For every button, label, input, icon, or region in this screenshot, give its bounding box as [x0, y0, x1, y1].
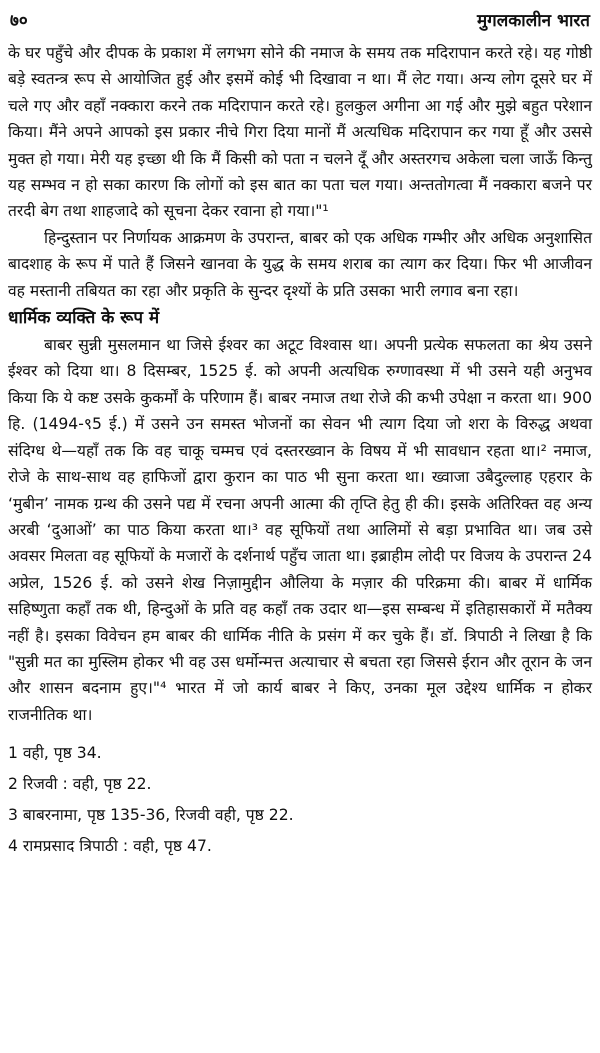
footnote-4: 4 रामप्रसाद त्रिपाठी : वही, पृष्ठ 47.	[8, 837, 212, 856]
footnote-1: 1 वही, पृष्ठ 34.	[8, 744, 102, 763]
paragraph-religious-person: बाबर सुन्नी मुसलमान था जिसे ईश्वर का अटूट विश्वास था। अपनी प्रत्येक सफलता का श्रेय उसने ईश्वर को दिया था। 8 दिसम्बर, 1525 ई. को अपनी अत्यधिक रुग्णावस्था में भी उसने यही अनुभव किया कि ये कष्ट उसके कुकर्मों के परिणाम हैं। बाबर नमाज तथा रोजे की कभी उपेक्षा न करता था। 900 हि. (1494-९5 ई.) में उसने उन समस्त भोजनों का सेवन भी त्याग दिया जो शरा के विरुद्ध अथवा संदिग्ध थे—यहाँ तक कि वह चाकू चम्मच एवं दस्तरख्वान के विषय में भी सावधान रहता था।² नमाज, रोजे के साथ-साथ वह हाफिजों द्वारा कुरान का पाठ भी सुना करता था। ख्वाजा उबैदुल्लाह एहरार के ‘मुबीन’ नामक ग्रन्थ की उसने पद्य में रचना अपनी आत्मा की तृप्ति हेतु ही की। इसके अतिरिक्त वह अन्य अरबी ‘दुआओं’ का पाठ किया करता था।³ वह सूफियों तथा आलिमों से बड़ा प्रभावित था। जब उसे अवसर मिलता वह सूफियों के मजारों के दर्शनार्थ पहुँच जाता था। इब्राहीम लोदी पर विजय के उपरान्त 24 अप्रेल, 1526 ई. को उसने शेख निज़ामुद्दीन औलिया के मज़ार की परिक्रमा की। बाबर में धार्मिक सहिष्णुता कहाँ तक थी, हिन्दुओं के प्रति वह कहाँ तक उदार था—इस सम्बन्ध में इतिहासकारों में मतैक्य नहीं है। इसका विवेचन हम बाबर की धार्मिक नीति के प्रसंग में कर चुके हैं। डॉ. त्रिपाठी ने लिखा है कि "सुन्नी मत का मुस्लिम होकर भी वह उस धर्मोन्मत्त अत्याचार से बचता रहा जिससे ईरान और तूरान के जन और शासन बदनाम हुए।"⁴ भारत में जो कार्य बाबर ने किए, उनका मूल उद्देश्य धार्मिक न होकर राजनीतिक था।	[8, 336, 592, 724]
page-header	[8, 6, 592, 40]
footnote-3: 3 बाबरनामा, पृष्ठ 135-36, रिजवी वही, पृष्ठ 22.	[8, 806, 294, 825]
footnote-2: 2 रिजवी : वही, पृष्ठ 22.	[8, 775, 152, 794]
paragraph-after-conquest: हिन्दुस्तान पर निर्णायक आक्रमण के उपरान्त, बाबर को एक अधिक गम्भीर और अधिक अनुशासित बादशाह के रूप में पाते हैं जिसने खानवा के युद्ध के समय शराब का त्याग कर दिया। फिर भी आजीवन वह मस्तानी तबियत का रहा और प्रकृति के सुन्दर दृश्यों के प्रति उसका भारी लगाव बना रहा।	[8, 228, 592, 300]
footnotes	[8, 738, 592, 862]
book-page	[8, 6, 592, 1046]
running-title: मुगलकालीन भारत	[476, 11, 590, 31]
section-heading: धार्मिक व्यक्ति के रूप में	[8, 308, 160, 329]
page-number: ७०	[10, 11, 28, 31]
paragraph-quote-continuation: के घर पहुँचे और दीपक के प्रकाश में लगभग सोने की नमाज के समय तक मदिरापान करते रहे। यह गोष्ठी बड़े स्वतन्त्र रूप से आयोजित हुई और इसमें कोई भी दिखावा न था। मैं लेट गया। अन्य लोग दूसरे घर में चले गए और वहाँ नक्कारा करने तक मदिरापान करते रहे। हुलकुल अगीना आ गई और मुझे बहुत परेशान किया। मैंने अपने आपको इस प्रकार नीचे गिरा दिया मानों मैं अत्यधिक मदिरापान कर गया हूँ और उससे मुक्त हो गया। मेरी यह इच्छा थी कि मैं किसी को पता न चलने दूँ और अस्तरगच अकेला चला जाऊँ किन्तु यह सम्भव न हो सका कारण कि लोगों को इस बात का पता चल गया। अन्ततोगत्वा मैं नक्कारा बजने पर तरदी बेग तथा शाहजादे को सूचना देकर रवाना हो गया।"¹	[8, 44, 592, 221]
